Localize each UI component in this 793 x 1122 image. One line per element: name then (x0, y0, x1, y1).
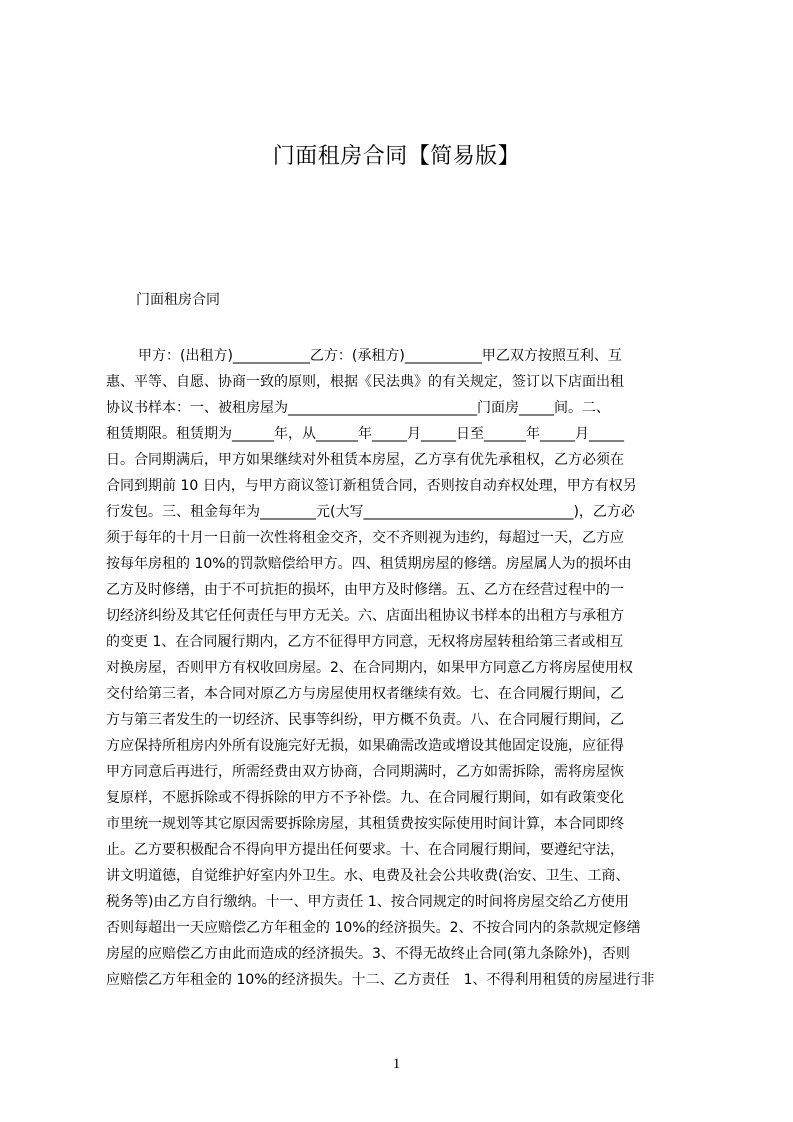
body-line: 租赁期限。租赁期为______年，从______年_____月_____日至______年_____月_____ (106, 426, 624, 442)
body-line: 日。合同期满后，甲方如果继续对外租赁本房屋，乙方享有优先承租权，乙方必须在 (106, 452, 624, 468)
body-line: 须于每年的十月一日前一次性将租金交齐，交不齐则视为违约，每超过一天，乙方应 (106, 530, 624, 546)
body-line: 的变更 1、在合同履行期内，乙方不征得甲方同意，无权将房屋转租给第三者或相互 (106, 634, 624, 650)
page-number: 1 (392, 1056, 401, 1072)
body-line: 税务等)由乙方自行缴纳。十一、甲方责任 1、按合同规定的时间将房屋交给乙方使用 (106, 894, 629, 910)
body-line: 惠、平等、自愿、协商一致的原则，根据《民法典》的有关规定，签订以下店面出租 (106, 374, 624, 390)
body-line: 交付给第三者，本合同对原乙方与房屋使用权者继续有效。七、在合同履行期间，乙 (106, 686, 624, 702)
body-line: 合同到期前 10 日内，与甲方商议签订新租赁合同，否则按自动弃权处理，甲方有权另 (106, 478, 637, 494)
body-line: 讲文明道德，自觉维护好室内外卫生。水、电费及社会公共收费(治安、卫生、工商、 (106, 868, 630, 884)
body-line: 方应保持所租房内外所有设施完好无损，如果确需改造或增设其他固定设施，应征得 (106, 738, 624, 754)
body-line: 方与第三者发生的一切经济、民事等纠纷，甲方概不负责。八、在合同履行期间，乙 (106, 712, 624, 728)
body-line: 复原样，不愿拆除或不得拆除的甲方不予补偿。九、在合同履行期间，如有政策变化 (106, 790, 624, 806)
body-line: 行发包。三、租金每年为________元(大写______________________________)，乙方必 (106, 504, 635, 520)
body-line: 止。乙方要积极配合不得向甲方提出任何要求。十、在合同履行期间，要遵纪守法， (106, 842, 624, 858)
contract-body (106, 343, 696, 1023)
body-line: 协议书样本：一、被租房屋为___________________________门面房_____间。二、 (106, 400, 610, 416)
body-line: 甲方：(出租方)___________乙方：(承租方)___________甲乙双方按照互利、互 (138, 348, 622, 364)
document-title: 门面租房合同【简易版】 (272, 144, 521, 169)
body-line: 房屋的应赔偿乙方由此而造成的经济损失。3、不得无故终止合同(第九条除外)，否则 (106, 946, 630, 962)
body-line: 否则每超出一天应赔偿乙方年租金的 10%的经济损失。2、不按合同内的条款规定修缮 (106, 920, 641, 936)
body-line: 按每年房租的 10%的罚款赔偿给甲方。四、租赁期房屋的修缮。房屋属人为的损坏由 (106, 556, 632, 572)
body-line: 甲方同意后再进行，所需经费由双方协商，合同期满时，乙方如需拆除，需将房屋恢 (106, 764, 624, 780)
body-line: 乙方及时修缮，由于不可抗拒的损坏，由甲方及时修缮。五、乙方在经营过程中的一 (106, 582, 624, 598)
document-subtitle: 门面租房合同 (136, 292, 220, 308)
body-line: 应赔偿乙方年租金的 10%的经济损失。十二、乙方责任 1、不得利用租赁的房屋进行非 (106, 972, 655, 988)
body-line: 对换房屋，否则甲方有权收回房屋。2、在合同期内，如果甲方同意乙方将房屋使用权 (106, 660, 633, 676)
body-line: 市里统一规划等其它原因需要拆除房屋，其租赁费按实际使用时间计算，本合同即终 (106, 816, 624, 832)
body-line: 切经济纠纷及其它任何责任与甲方无关。六、店面出租协议书样本的出租方与承租方 (106, 608, 624, 624)
